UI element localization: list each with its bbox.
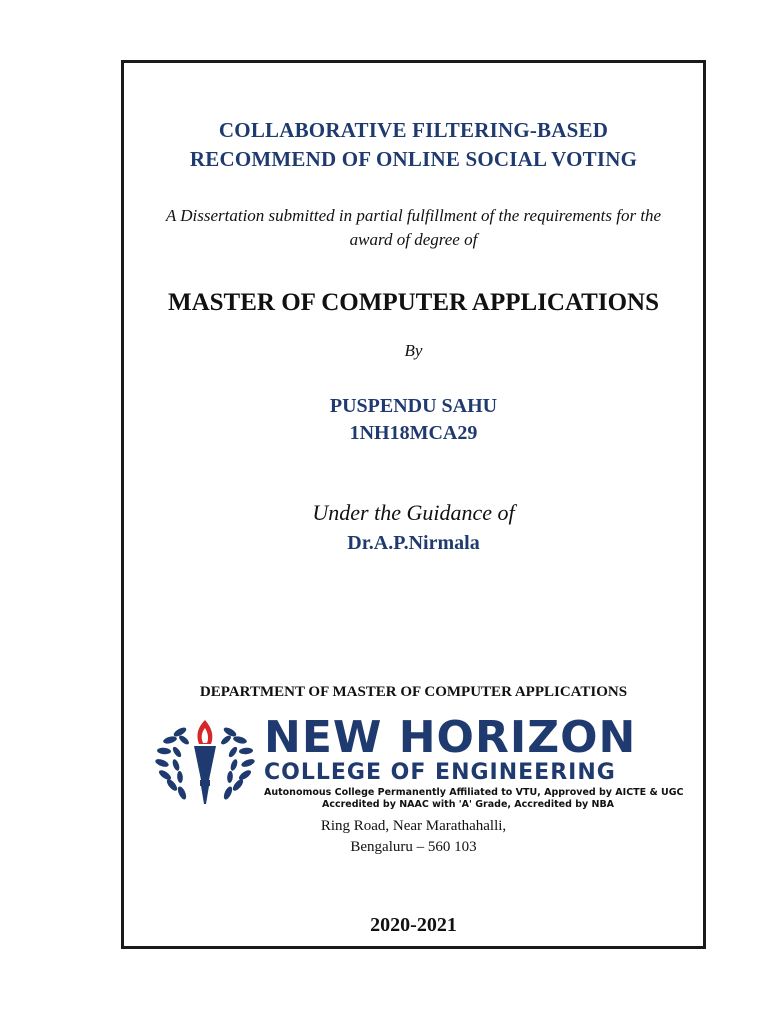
logo-college-name: NEW HORIZON bbox=[264, 712, 637, 763]
academic-year: 2020-2021 bbox=[370, 914, 457, 936]
by-label: By bbox=[404, 341, 423, 360]
torch-laurel-icon bbox=[152, 718, 258, 808]
dissertation-title bbox=[121, 116, 706, 174]
address-line-1: Ring Road, Near Marathahalli, bbox=[320, 818, 507, 834]
guidance-label: Under the Guidance of bbox=[312, 500, 515, 525]
logo-college-type: COLLEGE OF ENGINEERING bbox=[264, 760, 616, 785]
department-name: DEPARTMENT OF MASTER OF COMPUTER APPLICATIONS bbox=[199, 684, 628, 700]
guide-name: Dr.A.P.Nirmala bbox=[347, 532, 480, 554]
subtitle-line-2: award of degree of bbox=[349, 230, 478, 249]
logo-wordmark bbox=[264, 712, 692, 811]
submission-statement bbox=[121, 204, 706, 252]
author-block bbox=[121, 393, 706, 447]
address-line-2: Bengaluru – 560 103 bbox=[350, 839, 477, 855]
author-name: PUSPENDU SAHU bbox=[329, 395, 498, 417]
degree-name: MASTER OF COMPUTER APPLICATIONS bbox=[167, 289, 659, 316]
title-line-2: RECOMMEND OF ONLINE SOCIAL VOTING bbox=[189, 147, 638, 171]
logo-accreditation-line: Accredited by NAAC with 'A' Grade, Accredited by NBA bbox=[322, 799, 615, 810]
logo-affiliation-line: Autonomous College Permanently Affiliated to VTU, Approved by AICTE & UGC bbox=[264, 787, 684, 798]
author-usn: 1NH18MCA29 bbox=[349, 422, 478, 444]
subtitle-line-1: A Dissertation submitted in partial fulfillment of the requirements for the bbox=[165, 206, 662, 225]
college-logo bbox=[152, 712, 692, 814]
title-line-1: COLLABORATIVE FILTERING-BASED bbox=[218, 118, 609, 142]
college-address bbox=[121, 816, 706, 858]
